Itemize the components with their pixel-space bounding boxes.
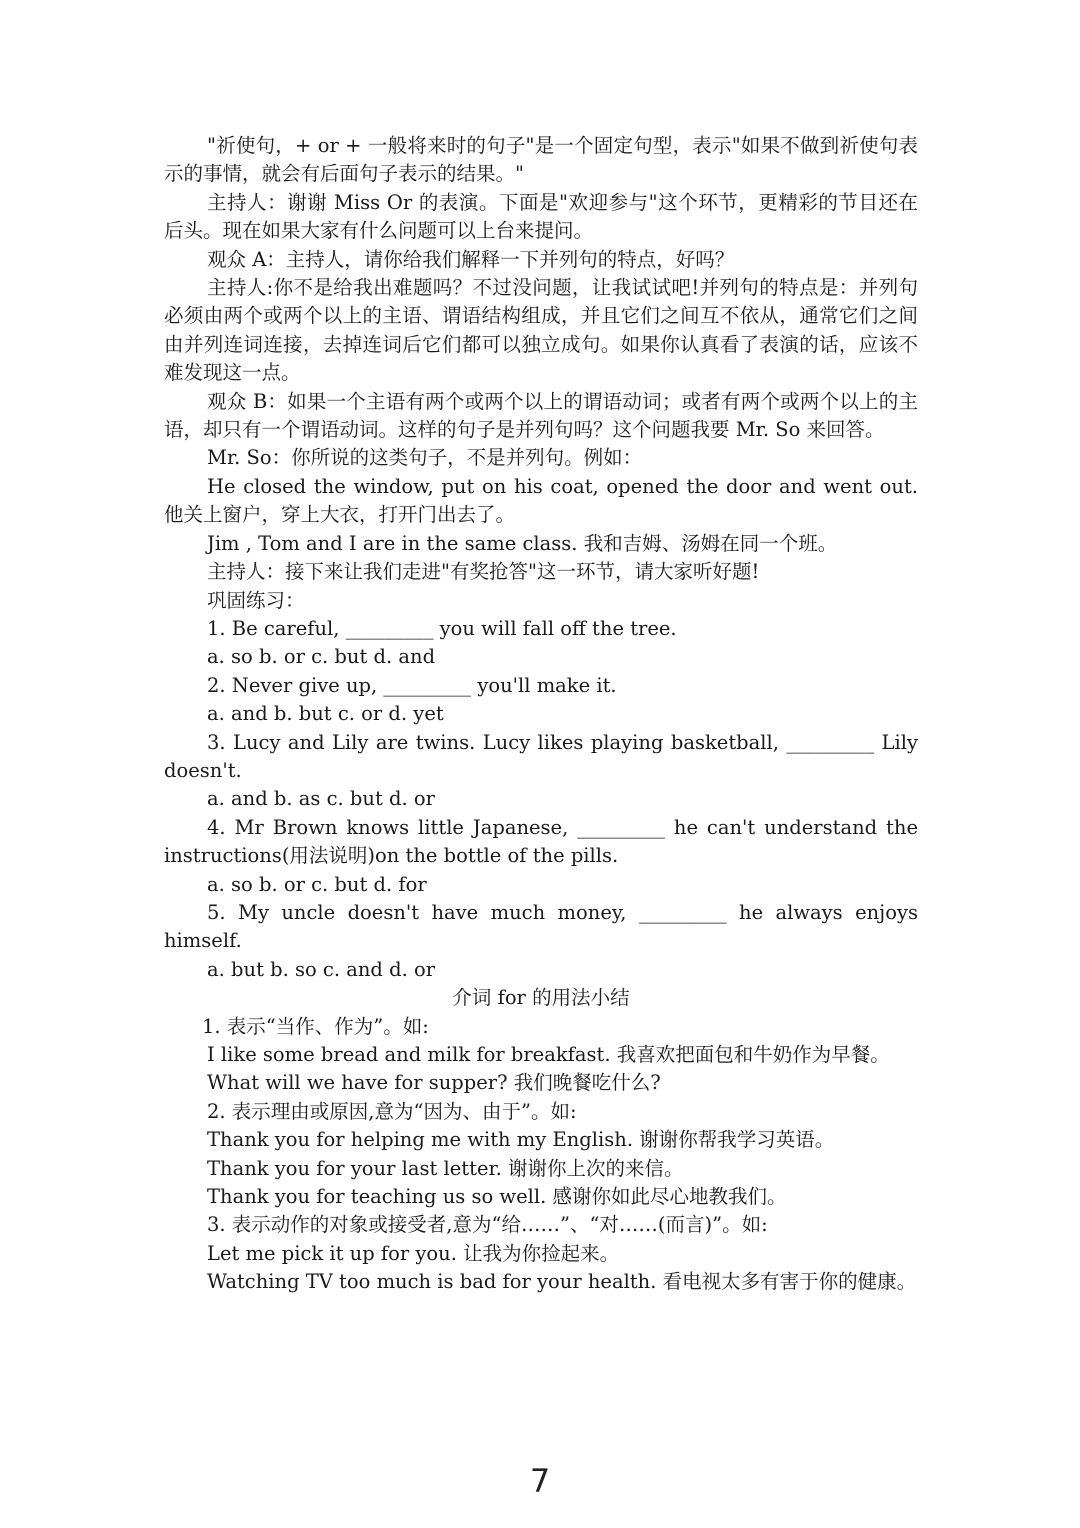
usage-example-3-2: Watching TV too much is bad for your health. 看电视太多有害于你的健康。 [207, 1270, 917, 1294]
paragraph-audience-b: 观众 B：如果一个主语有两个或两个以上的谓语动词；或者有两个或两个以上的主语，却只有一个谓语动词。这样的句子是并列句吗？这个问题我要 Mr. So 来回答。 [164, 389, 918, 442]
usage-example-1-1: I like some bread and milk for breakfast. 我喜欢把面包和牛奶作为早餐。 [207, 1043, 890, 1066]
exercise-question-1: 1. Be careful, _________ you will fall off the tree. [207, 616, 677, 640]
exercise-options-3: a. and b. as c. but d. or [207, 787, 435, 811]
paragraph-mr-so: Mr. So：你所说的这类句子，不是并列句。例如： [207, 446, 643, 470]
usage-example-1-2: What will we have for supper? 我们晚餐吃什么? [207, 1071, 661, 1095]
exercise-question-3: 3. Lucy and Lily are twins. Lucy likes playing basketball, _________ Lily doesn't. [164, 730, 918, 782]
exercise-options-1: a. so b. or c. but d. and [207, 645, 436, 669]
paragraph-host-quiz: 主持人：接下来让我们走进"有奖抢答"这一环节，请大家听好题! [207, 560, 760, 584]
exercise-options-5: a. but b. so c. and d. or [207, 957, 436, 981]
page-number: 7 [529, 1462, 551, 1500]
paragraph-exercise-heading: 巩固练习： [207, 588, 305, 612]
usage-example-2-3: Thank you for teaching us so well. 感谢你如此尽心地教我们。 [207, 1185, 787, 1209]
paragraph-example-1: He closed the window, put on his coat, opened the door and went out. 他关上窗户，穿上大衣，打开门出去了。 [164, 474, 918, 527]
page-content [164, 132, 918, 1297]
paragraph-host-explanation: 主持人:你不是给我出难题吗？不过没问题，让我试试吧!并列句的特点是：并列句必须由两个或两个以上的主语、谓语结构组成，并且它们之间互不依从，通常它们之间由并列连词连接，去掉连词后它们都可以独立成句。如果你认真看了表演的话，应该不难发现这一点。 [164, 276, 918, 385]
usage-list [164, 1013, 918, 1297]
exercise-question-2: 2. Never give up, _________ you'll make it. [207, 673, 617, 697]
exercise-options-4: a. so b. or c. but d. for [207, 872, 427, 896]
exercise-question-5: 5. My uncle doesn't have much money, _________ he always enjoys himself. [164, 900, 918, 953]
usage-heading-2: 2. 表示理由或原因,意为“因为、由于”。如: [207, 1099, 577, 1123]
paragraph-audience-a: 观众 A：主持人，请你给我们解释一下并列句的特点，好吗？ [207, 247, 735, 271]
usage-heading-3: 3. 表示动作的对象或接受者,意为“给……”、“对……(而言)”。如: [207, 1213, 768, 1237]
exercise-question-4: 4. Mr Brown knows little Japanese, _________ he can't understand the instructions(用法说明)on the bottle of the pills. [164, 815, 918, 868]
paragraph-imperative-pattern: "祈使句，+ or + 一般将来时的句子"是一个固定句型，表示"如果不做到祈使句表示的事情，就会有后面句子表示的结果。" [164, 134, 918, 186]
paragraph-host-welcome: 主持人：谢谢 Miss Or 的表演。下面是"欢迎参与"这个环节，更精彩的节目还在后头。现在如果大家有什么问题可以上台来提问。 [164, 190, 918, 243]
usage-heading-1: 1. 表示“当作、作为”。如: [202, 1014, 429, 1038]
usage-example-2-2: Thank you for your last letter. 谢谢你上次的来信。 [207, 1156, 684, 1180]
usage-example-2-1: Thank you for helping me with my English. 谢谢你帮我学习英语。 [207, 1128, 835, 1152]
paragraph-example-2: Jim , Tom and I are in the same class. 我和吉姆、汤姆在同一个班。 [207, 531, 838, 555]
usage-example-3-1: Let me pick it up for you. 让我为你捡起来。 [207, 1241, 620, 1265]
exercise-list [164, 615, 918, 984]
exercise-options-2: a. and b. but c. or d. yet [207, 702, 444, 726]
section-title: 介词 for 的用法小结 [452, 986, 630, 1010]
